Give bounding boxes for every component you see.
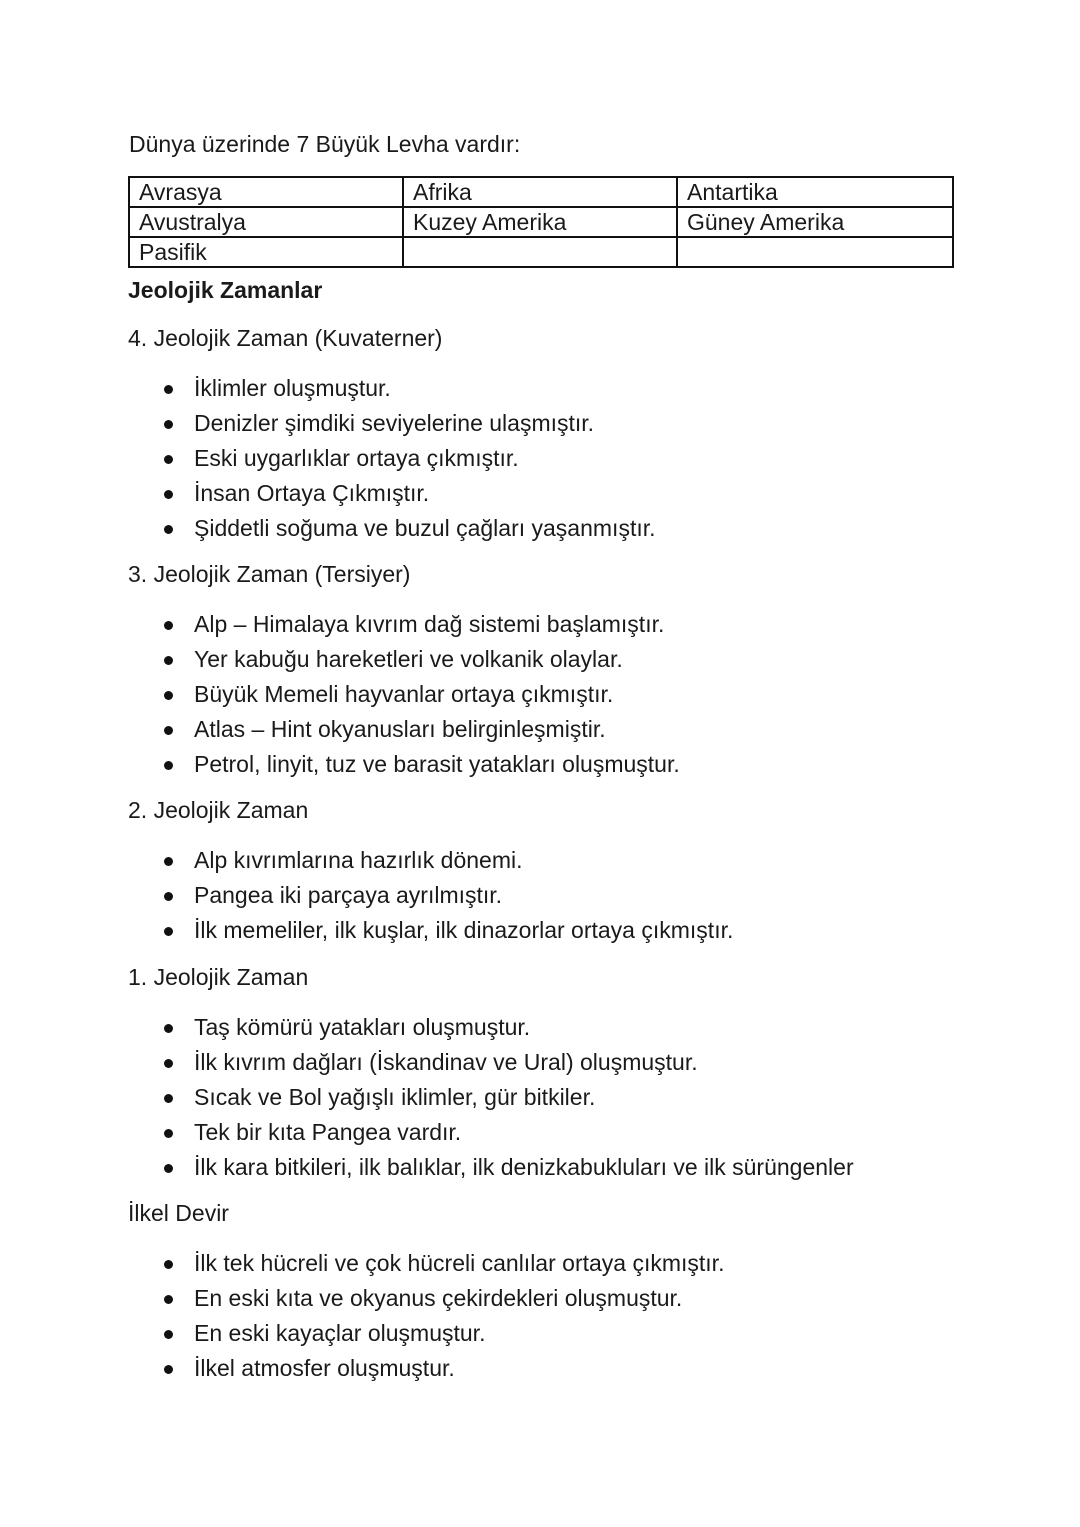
list-item [128, 1351, 1008, 1386]
list-item [128, 1316, 1008, 1351]
list-item-text: Yer kabuğu hareketleri ve volkanik olaylar. [194, 646, 623, 672]
era-title: 3. Jeolojik Zaman (Tersiyer) [128, 561, 411, 587]
bullet-list [128, 371, 1008, 546]
bullet-icon [164, 490, 173, 499]
bullet-icon [164, 927, 173, 936]
list-item [128, 1150, 1008, 1185]
plates-table [128, 176, 954, 268]
table-cell: Avustralya [129, 207, 403, 237]
table-cell: Kuzey Amerika [403, 207, 677, 237]
list-item [128, 913, 1008, 948]
bullet-list [128, 843, 1008, 948]
list-item-text: Pangea iki parçaya ayrılmıştır. [194, 882, 503, 908]
list-item [128, 712, 1008, 747]
table-row [129, 237, 953, 267]
bullet-icon [164, 656, 173, 665]
era-title: 2. Jeolojik Zaman [128, 797, 309, 823]
era-section [128, 961, 1008, 1185]
bullet-icon [164, 1129, 173, 1138]
list-item-text: İlk memeliler, ilk kuşlar, ilk dinazorlar ortaya çıkmıştır. [194, 917, 734, 943]
bullet-icon [164, 1260, 173, 1269]
era-section [128, 322, 1008, 546]
bullet-icon [164, 726, 173, 735]
list-item [128, 1115, 1008, 1150]
section-heading: Jeolojik Zamanlar [128, 277, 323, 303]
bullet-icon [164, 892, 173, 901]
list-item [128, 1246, 1008, 1281]
era-section [128, 794, 1008, 948]
bullet-icon [164, 1094, 173, 1103]
era-section [128, 558, 1008, 782]
list-item [128, 677, 1008, 712]
bullet-icon [164, 385, 173, 394]
list-item [128, 406, 1008, 441]
list-item-text: Sıcak ve Bol yağışlı iklimler, gür bitkiler. [194, 1084, 596, 1110]
bullet-icon [164, 857, 173, 866]
list-item-text: İlkel atmosfer oluşmuştur. [194, 1355, 455, 1381]
bullet-icon [164, 1295, 173, 1304]
list-item [128, 371, 1008, 406]
list-item-text: Alp – Himalaya kıvrım dağ sistemi başlamıştır. [194, 611, 665, 637]
table-cell: Güney Amerika [677, 207, 953, 237]
list-item-text: Alp kıvrımlarına hazırlık dönemi. [194, 847, 523, 873]
bullet-list [128, 1010, 1008, 1185]
table-cell: Pasifik [129, 237, 403, 267]
list-item [128, 843, 1008, 878]
intro-text: Dünya üzerinde 7 Büyük Levha vardır: [129, 131, 521, 157]
bullet-icon [164, 761, 173, 770]
bullet-icon [164, 1024, 173, 1033]
list-item-text: Büyük Memeli hayvanlar ortaya çıkmıştır. [194, 681, 614, 707]
list-item-text: İlk tek hücreli ve çok hücreli canlılar ortaya çıkmıştır. [194, 1250, 725, 1276]
list-item-text: Eski uygarlıklar ortaya çıkmıştır. [194, 445, 519, 471]
list-item-text: Tek bir kıta Pangea vardır. [194, 1119, 462, 1145]
list-item [128, 1010, 1008, 1045]
list-item-text: Taş kömürü yatakları oluşmuştur. [194, 1014, 531, 1040]
list-item [128, 607, 1008, 642]
list-item-text: Denizler şimdiki seviyelerine ulaşmıştır. [194, 410, 595, 436]
era-title: 1. Jeolojik Zaman [128, 964, 309, 990]
list-item [128, 878, 1008, 913]
era-title: İlkel Devir [128, 1200, 229, 1226]
list-item [128, 747, 1008, 782]
list-item-text: İlk kıvrım dağları (İskandinav ve Ural) oluşmuştur. [194, 1049, 698, 1075]
table-cell [677, 237, 953, 267]
list-item [128, 476, 1008, 511]
list-item [128, 1281, 1008, 1316]
era-title: 4. Jeolojik Zaman (Kuvaterner) [128, 325, 443, 351]
list-item [128, 1080, 1008, 1115]
list-item-text: En eski kayaçlar oluşmuştur. [194, 1320, 486, 1346]
list-item [128, 642, 1008, 677]
list-item [128, 1045, 1008, 1080]
table-cell: Afrika [403, 177, 677, 207]
bullet-icon [164, 621, 173, 630]
list-item [128, 511, 1008, 546]
bullet-icon [164, 525, 173, 534]
bullet-icon [164, 1365, 173, 1374]
table-row [129, 207, 953, 237]
table-cell [403, 237, 677, 267]
list-item-text: İlk kara bitkileri, ilk balıklar, ilk denizkabukluları ve ilk sürüngenler [194, 1154, 854, 1180]
list-item-text: En eski kıta ve okyanus çekirdekleri oluşmuştur. [194, 1285, 683, 1311]
table-cell: Antartika [677, 177, 953, 207]
table-cell: Avrasya [129, 177, 403, 207]
bullet-icon [164, 691, 173, 700]
list-item-text: İnsan Ortaya Çıkmıştır. [194, 480, 430, 506]
list-item-text: Petrol, linyit, tuz ve barasit yatakları oluşmuştur. [194, 751, 680, 777]
bullet-icon [164, 420, 173, 429]
list-item [128, 441, 1008, 476]
bullet-icon [164, 1330, 173, 1339]
bullet-list [128, 1246, 1008, 1386]
bullet-icon [164, 1164, 173, 1173]
era-section [128, 1197, 1008, 1386]
bullet-icon [164, 455, 173, 464]
table-row [129, 177, 953, 207]
bullet-icon [164, 1059, 173, 1068]
list-item-text: Atlas – Hint okyanusları belirginleşmiştir. [194, 716, 606, 742]
bullet-list [128, 607, 1008, 782]
list-item-text: İklimler oluşmuştur. [194, 375, 391, 401]
list-item-text: Şiddetli soğuma ve buzul çağları yaşanmıştır. [194, 515, 656, 541]
